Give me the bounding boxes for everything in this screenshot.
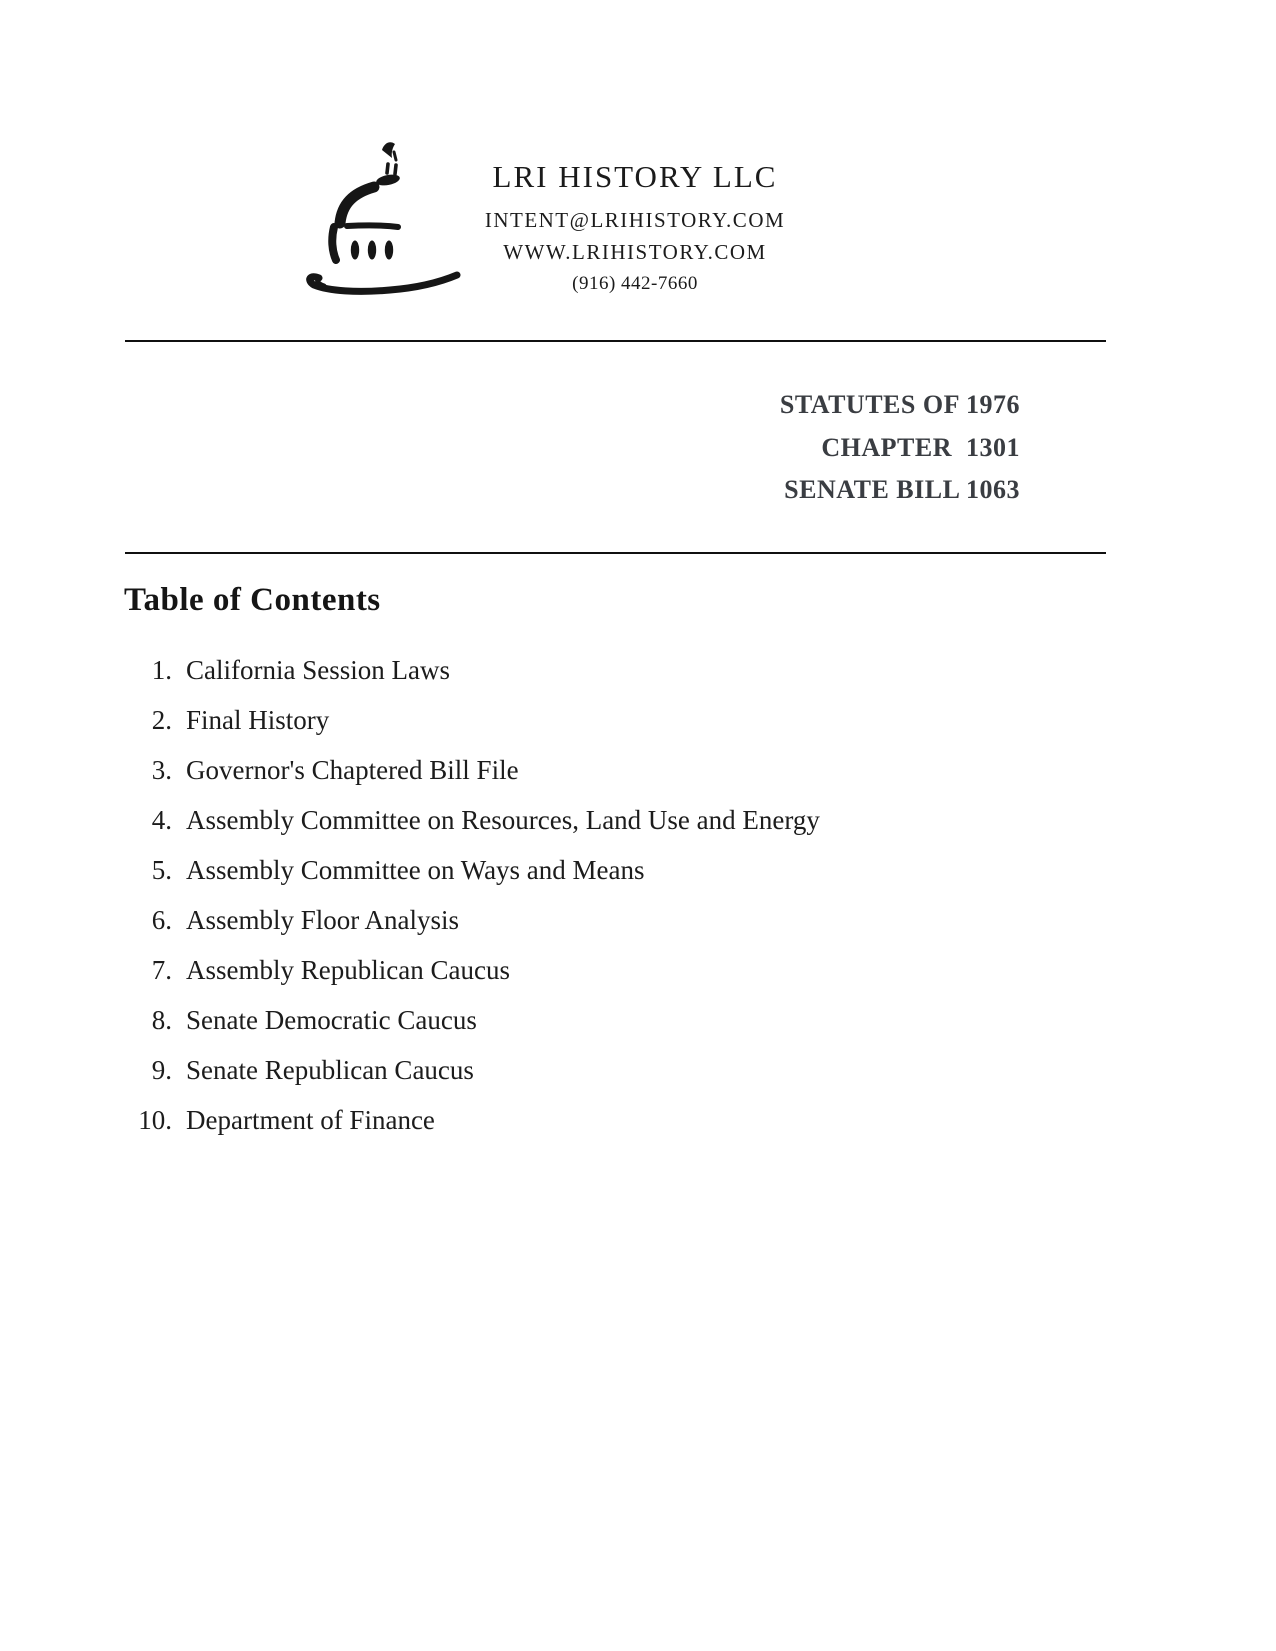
toc-item: [112, 845, 1112, 895]
toc-item-number: 6.: [151, 905, 172, 935]
company-phone: (916) 442-7660: [572, 273, 698, 294]
statutes-line: STATUTES OF 1976: [779, 390, 1020, 419]
toc-item: [112, 745, 1112, 795]
toc-item-number: 7.: [151, 955, 172, 985]
toc-item: [112, 945, 1112, 995]
toc-item-label: Department of Finance: [186, 1105, 435, 1135]
toc-item: [112, 1095, 1112, 1145]
case-header: [780, 384, 1020, 512]
toc-item-label: Assembly Republican Caucus: [186, 955, 510, 985]
divider-middle: [125, 552, 1106, 554]
company-website: WWW.LRIHISTORY.COM: [503, 240, 767, 264]
toc-item-label: Final History: [186, 705, 330, 735]
toc-item-number: 9.: [151, 1055, 172, 1085]
toc-item: [112, 995, 1112, 1045]
toc-item: [112, 895, 1112, 945]
toc-item-label: Governor's Chaptered Bill File: [186, 755, 519, 785]
toc-item-number: 1.: [151, 655, 172, 685]
toc-item-number: 10.: [138, 1105, 172, 1135]
toc-item: [112, 795, 1112, 845]
toc-item: [112, 1045, 1112, 1095]
senate-bill-line: SENATE BILL 1063: [784, 475, 1020, 504]
letterhead: [435, 160, 835, 294]
toc-item-number: 5.: [151, 855, 172, 885]
company-name: LRI HISTORY LLC: [492, 159, 778, 194]
toc-item-label: Assembly Committee on Ways and Means: [186, 855, 645, 885]
toc-item-number: 3.: [151, 755, 172, 785]
divider-top: [125, 340, 1106, 342]
toc-item: [112, 645, 1112, 695]
toc-item-label: Assembly Committee on Resources, Land Use and Energy: [186, 805, 820, 835]
toc-title: Table of Contents: [124, 582, 381, 618]
toc-item: [112, 695, 1112, 745]
toc-item-label: Assembly Floor Analysis: [186, 905, 460, 935]
toc-item-label: California Session Laws: [186, 655, 450, 685]
toc-item-number: 8.: [151, 1005, 172, 1035]
toc-item-label: Senate Democratic Caucus: [186, 1005, 477, 1035]
company-email: INTENT@LRIHISTORY.COM: [484, 208, 786, 232]
toc-item-number: 2.: [151, 705, 172, 735]
toc-list: [112, 645, 1112, 1145]
chapter-line: CHAPTER 1301: [821, 432, 1020, 462]
toc-item-label: Senate Republican Caucus: [186, 1055, 474, 1085]
toc-item-number: 4.: [151, 805, 172, 835]
